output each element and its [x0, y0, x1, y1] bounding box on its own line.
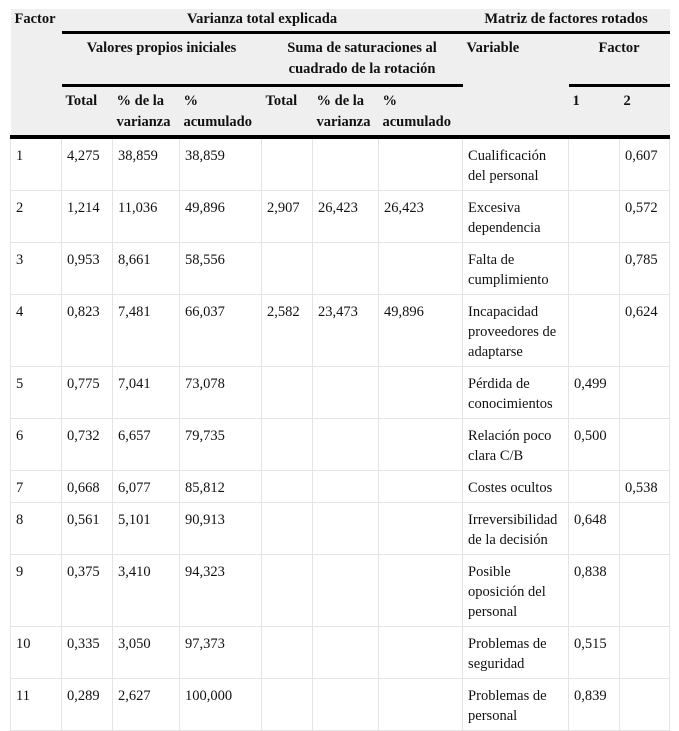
cell-factor-1: 0,500	[569, 419, 620, 471]
cell-factor-2: 0,624	[620, 295, 670, 367]
table-row	[11, 627, 670, 679]
cell-factor: 1	[11, 137, 62, 191]
cell-total: 0,561	[62, 503, 113, 555]
cell-variable: Pérdida de conocimientos	[463, 367, 569, 419]
cell-rot-pct-variance	[313, 679, 379, 731]
header-rot-total: Total	[262, 86, 313, 138]
cell-rot-pct-variance	[313, 555, 379, 627]
cell-rot-pct-cumulative	[379, 367, 463, 419]
cell-factor-1: 0,499	[569, 367, 620, 419]
cell-variable: Posible oposición del personal	[463, 555, 569, 627]
header-factor-2: 2	[620, 86, 670, 138]
cell-factor-2	[620, 367, 670, 419]
cell-pct-cumulative: 49,896	[180, 191, 262, 243]
cell-pct-variance: 7,481	[113, 295, 180, 367]
cell-rot-total	[262, 679, 313, 731]
cell-total: 0,335	[62, 627, 113, 679]
cell-pct-cumulative: 73,078	[180, 367, 262, 419]
cell-pct-cumulative: 79,735	[180, 419, 262, 471]
cell-rot-total	[262, 137, 313, 191]
cell-factor-1	[569, 191, 620, 243]
cell-rot-total	[262, 503, 313, 555]
cell-pct-cumulative: 66,037	[180, 295, 262, 367]
cell-variable: Excesiva dependencia	[463, 191, 569, 243]
cell-total: 0,289	[62, 679, 113, 731]
cell-factor: 9	[11, 555, 62, 627]
cell-rot-pct-variance: 23,473	[313, 295, 379, 367]
header-rotated-matrix-group: Matriz de factores rotados	[463, 9, 670, 33]
cell-factor-1	[569, 243, 620, 295]
cell-factor: 3	[11, 243, 62, 295]
cell-pct-variance: 6,657	[113, 419, 180, 471]
cell-pct-cumulative: 38,859	[180, 137, 262, 191]
cell-pct-cumulative: 90,913	[180, 503, 262, 555]
table-row	[11, 503, 670, 555]
cell-factor-1	[569, 295, 620, 367]
cell-variable: Relación poco clara C/B	[463, 419, 569, 471]
cell-pct-cumulative: 97,373	[180, 627, 262, 679]
cell-rot-total	[262, 367, 313, 419]
cell-variable: Irreversibilidad de la decisión	[463, 503, 569, 555]
cell-variable: Problemas de personal	[463, 679, 569, 731]
cell-factor-1: 0,839	[569, 679, 620, 731]
table-row	[11, 679, 670, 731]
cell-rot-pct-cumulative	[379, 243, 463, 295]
cell-factor: 10	[11, 627, 62, 679]
cell-total: 1,214	[62, 191, 113, 243]
cell-total: 0,375	[62, 555, 113, 627]
cell-pct-variance: 38,859	[113, 137, 180, 191]
cell-pct-variance: 7,041	[113, 367, 180, 419]
table-row	[11, 555, 670, 627]
cell-factor-2	[620, 503, 670, 555]
cell-factor-2: 0,572	[620, 191, 670, 243]
table-row	[11, 419, 670, 471]
cell-pct-cumulative: 85,812	[180, 471, 262, 503]
cell-factor-1: 0,648	[569, 503, 620, 555]
cell-rot-pct-cumulative	[379, 679, 463, 731]
header-rot-pct-variance: % de la varianza	[313, 86, 379, 138]
cell-variable: Costes ocultos	[463, 471, 569, 503]
header-variance-group: Varianza total explicada	[62, 9, 463, 33]
cell-rot-total: 2,582	[262, 295, 313, 367]
cell-factor-1: 0,838	[569, 555, 620, 627]
cell-rot-pct-variance	[313, 419, 379, 471]
cell-total: 0,953	[62, 243, 113, 295]
cell-rot-pct-cumulative	[379, 627, 463, 679]
table-row	[11, 243, 670, 295]
header-variable: Variable	[463, 33, 569, 138]
cell-rot-total	[262, 471, 313, 503]
cell-pct-cumulative: 58,556	[180, 243, 262, 295]
header-total: Total	[62, 86, 113, 138]
cell-rot-pct-cumulative	[379, 471, 463, 503]
cell-factor: 8	[11, 503, 62, 555]
header-rotation-sums: Suma de saturaciones al cuadrado de la rotación	[262, 33, 463, 86]
cell-rot-total	[262, 243, 313, 295]
cell-pct-variance: 6,077	[113, 471, 180, 503]
cell-rot-pct-variance	[313, 503, 379, 555]
cell-rot-pct-variance	[313, 627, 379, 679]
table-container	[10, 9, 669, 731]
cell-factor-1	[569, 471, 620, 503]
cell-rot-pct-cumulative	[379, 419, 463, 471]
cell-rot-pct-variance	[313, 243, 379, 295]
cell-pct-variance: 8,661	[113, 243, 180, 295]
table-row	[11, 191, 670, 243]
cell-variable: Incapacidad proveedores de adaptarse	[463, 295, 569, 367]
cell-factor-2: 0,785	[620, 243, 670, 295]
cell-factor: 4	[11, 295, 62, 367]
cell-rot-total	[262, 627, 313, 679]
cell-factor: 7	[11, 471, 62, 503]
cell-factor-1	[569, 137, 620, 191]
cell-pct-variance: 11,036	[113, 191, 180, 243]
cell-rot-pct-cumulative: 26,423	[379, 191, 463, 243]
cell-factor-2	[620, 419, 670, 471]
header-factor-sub: Factor	[569, 33, 670, 86]
cell-pct-variance: 3,050	[113, 627, 180, 679]
cell-pct-variance: 2,627	[113, 679, 180, 731]
table-row	[11, 295, 670, 367]
table-row	[11, 471, 670, 503]
cell-pct-variance: 5,101	[113, 503, 180, 555]
header-pct-variance: % de la varianza	[113, 86, 180, 138]
cell-factor: 11	[11, 679, 62, 731]
header-initial-eigenvalues: Valores propios iniciales	[62, 33, 262, 86]
cell-variable: Cualificación del personal	[463, 137, 569, 191]
cell-factor: 5	[11, 367, 62, 419]
cell-rot-pct-variance: 26,423	[313, 191, 379, 243]
cell-rot-pct-cumulative	[379, 555, 463, 627]
cell-pct-variance: 3,410	[113, 555, 180, 627]
cell-total: 0,823	[62, 295, 113, 367]
cell-variable: Problemas de seguridad	[463, 627, 569, 679]
header-pct-cumulative: % acumulado	[180, 86, 262, 138]
cell-total: 0,732	[62, 419, 113, 471]
header-rot-pct-cumulative: % acumulado	[379, 86, 463, 138]
cell-factor-2: 0,607	[620, 137, 670, 191]
table-row	[11, 137, 670, 191]
cell-factor-2	[620, 679, 670, 731]
cell-rot-total	[262, 555, 313, 627]
cell-factor-1: 0,515	[569, 627, 620, 679]
cell-variable: Falta de cumplimiento	[463, 243, 569, 295]
cell-rot-pct-cumulative	[379, 137, 463, 191]
cell-factor-2	[620, 555, 670, 627]
cell-rot-pct-variance	[313, 137, 379, 191]
cell-pct-cumulative: 100,000	[180, 679, 262, 731]
cell-total: 0,775	[62, 367, 113, 419]
cell-pct-cumulative: 94,323	[180, 555, 262, 627]
cell-total: 4,275	[62, 137, 113, 191]
cell-rot-pct-variance	[313, 471, 379, 503]
cell-rot-pct-variance	[313, 367, 379, 419]
cell-total: 0,668	[62, 471, 113, 503]
cell-factor-2	[620, 627, 670, 679]
cell-factor: 6	[11, 419, 62, 471]
header-factor-1: 1	[569, 86, 620, 138]
cell-rot-total	[262, 419, 313, 471]
variance-factor-table	[10, 9, 670, 731]
cell-rot-pct-cumulative	[379, 503, 463, 555]
table-row	[11, 367, 670, 419]
cell-rot-pct-cumulative: 49,896	[379, 295, 463, 367]
header-factor: Factor	[11, 9, 62, 137]
cell-factor-2: 0,538	[620, 471, 670, 503]
cell-rot-total: 2,907	[262, 191, 313, 243]
cell-factor: 2	[11, 191, 62, 243]
